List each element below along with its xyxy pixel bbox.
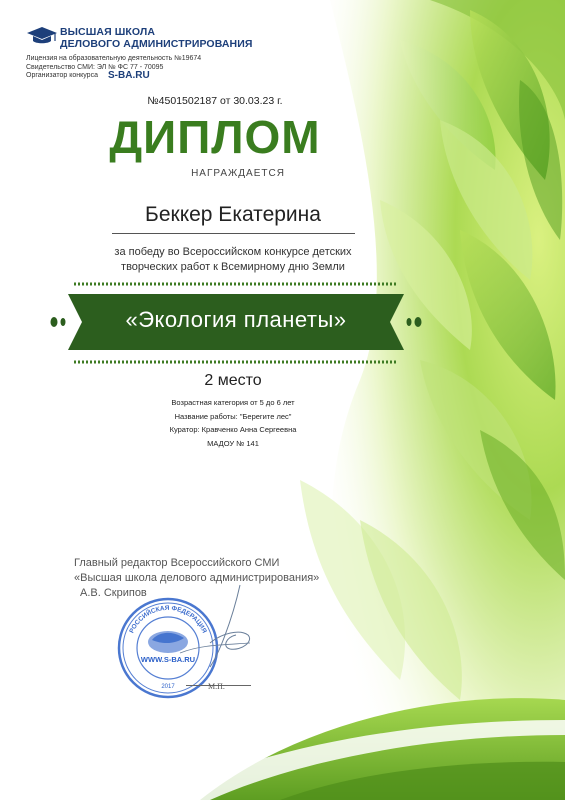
org-name-line-2: ДЕЛОВОГО АДМИНИСТРИРОВАНИЯ [60, 38, 253, 50]
reason-line-2: творческих работ к Всемирному дню Земли [121, 261, 345, 273]
stamp-place-label: М.П. [208, 682, 225, 691]
work-title: Название работы: "Берегите лес" [174, 411, 292, 421]
place-label: 2 место [204, 372, 262, 389]
editor-title-line-2: «Высшая школа делового администрирования» [74, 572, 320, 584]
diploma-title: ДИПЛОМ [109, 111, 321, 163]
media-certificate-line: Свидетельство СМИ: ЭЛ № ФС 77 - 70095 [26, 64, 164, 71]
editor-title-line-1: Главный редактор Всероссийского СМИ [74, 557, 280, 569]
editor-signature [170, 583, 265, 673]
organization-name [60, 26, 253, 50]
award-reason [0, 245, 466, 275]
reason-line-1: за победу во Всероссийском конкурсе детских [114, 246, 352, 258]
name-underline [112, 233, 355, 234]
participant-details [0, 396, 466, 450]
stamp-year: 2017 [161, 684, 175, 690]
graduation-cap-icon [26, 26, 58, 46]
diploma-number: №4501502187 от 30.03.23 г. [147, 95, 283, 107]
stamp-arc-text: РОССИЙСКАЯ ФЕДЕРАЦИЯ [128, 604, 208, 635]
editor-name: А.В. Скрипов [80, 587, 147, 599]
contest-name: «Экология планеты» [125, 307, 347, 332]
license-line: Лицензия на образовательную деятельность №19674 [26, 55, 202, 62]
stamp-site: WWW.S-BA.RU [140, 655, 196, 664]
age-category: Возрастная категория от 5 до 6 лет [171, 398, 295, 407]
organizer-label: Организатор конкурса [26, 72, 98, 79]
org-name-line-1: ВЫСШАЯ ШКОЛА [60, 26, 156, 38]
organizer-site: S-BA.RU [108, 70, 150, 81]
recipient-name: Беккер Екатерина [145, 203, 321, 226]
awarded-label: НАГРАЖДАЕТСЯ [191, 168, 285, 179]
curator: Куратор: Кравченко Анна Сергеевна [169, 425, 297, 434]
institution: МАДОУ № 141 [207, 438, 259, 448]
